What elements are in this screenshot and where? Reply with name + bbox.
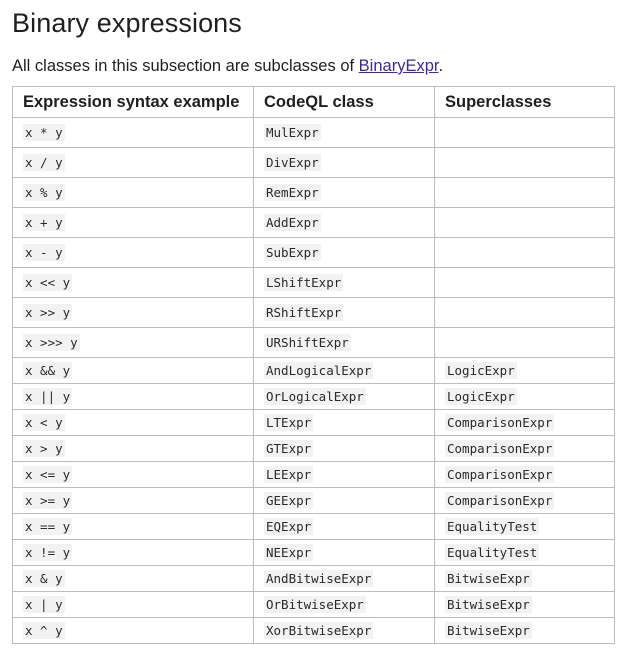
superclass-cell <box>435 238 615 268</box>
syntax-cell <box>13 618 254 644</box>
table-row <box>13 592 615 618</box>
class-code: GTExpr <box>266 441 312 456</box>
class-cell <box>254 268 435 298</box>
table-row <box>13 208 615 238</box>
class-cell <box>254 462 435 488</box>
class-code: URShiftExpr <box>266 335 349 350</box>
syntax-code: x >= y <box>25 493 71 508</box>
header-codeql-class: CodeQL class <box>254 87 435 118</box>
intro-paragraph <box>12 56 635 76</box>
class-cell <box>254 148 435 178</box>
syntax-cell <box>13 148 254 178</box>
class-code: SubExpr <box>266 245 319 260</box>
syntax-cell <box>13 566 254 592</box>
syntax-code: x - y <box>25 245 63 260</box>
class-cell <box>254 358 435 384</box>
class-code: NEExpr <box>266 545 312 560</box>
intro-prefix: All classes in this subsection are subclasses of <box>12 57 359 75</box>
binaryexpr-link[interactable]: BinaryExpr <box>358 57 439 75</box>
class-cell <box>254 178 435 208</box>
class-code: RShiftExpr <box>266 305 342 320</box>
superclass-code: LogicExpr <box>447 389 515 404</box>
superclass-code: BitwiseExpr <box>447 597 530 612</box>
table-row <box>13 488 615 514</box>
superclass-cell <box>435 328 615 358</box>
superclass-cell <box>435 268 615 298</box>
class-code: DivExpr <box>266 155 319 170</box>
superclass-cell <box>435 592 615 618</box>
superclass-code: BitwiseExpr <box>447 623 530 638</box>
syntax-cell <box>13 384 254 410</box>
syntax-code: x / y <box>25 155 63 170</box>
syntax-code: x << y <box>25 275 71 290</box>
class-code: MulExpr <box>266 125 319 140</box>
class-code: AndLogicalExpr <box>266 363 372 378</box>
syntax-code: x & y <box>25 571 63 586</box>
class-cell <box>254 514 435 540</box>
class-code: EQExpr <box>266 519 312 534</box>
superclass-cell <box>435 358 615 384</box>
superclass-cell <box>435 488 615 514</box>
header-superclasses: Superclasses <box>435 87 615 118</box>
syntax-cell <box>13 410 254 436</box>
syntax-cell <box>13 208 254 238</box>
class-cell <box>254 208 435 238</box>
class-cell <box>254 540 435 566</box>
syntax-code: x | y <box>25 597 63 612</box>
syntax-cell <box>13 178 254 208</box>
superclass-code: EqualityTest <box>447 519 538 534</box>
class-code: OrLogicalExpr <box>266 389 364 404</box>
table-row <box>13 268 615 298</box>
superclass-code: ComparisonExpr <box>447 493 553 508</box>
syntax-cell <box>13 238 254 268</box>
syntax-code: x ^ y <box>25 623 63 638</box>
superclass-code: ComparisonExpr <box>447 467 553 482</box>
class-code: AndBitwiseExpr <box>266 571 372 586</box>
table-row <box>13 118 615 148</box>
superclass-cell <box>435 618 615 644</box>
superclass-code: EqualityTest <box>447 545 538 560</box>
class-cell <box>254 298 435 328</box>
class-cell <box>254 618 435 644</box>
superclass-cell <box>435 148 615 178</box>
class-cell <box>254 328 435 358</box>
syntax-cell <box>13 540 254 566</box>
table-row <box>13 298 615 328</box>
table-row <box>13 178 615 208</box>
syntax-cell <box>13 118 254 148</box>
superclass-code: LogicExpr <box>447 363 515 378</box>
superclass-cell <box>435 118 615 148</box>
class-code: LEExpr <box>266 467 312 482</box>
superclass-cell <box>435 514 615 540</box>
syntax-cell <box>13 514 254 540</box>
table-header-row <box>13 87 615 118</box>
syntax-cell <box>13 298 254 328</box>
syntax-code: x < y <box>25 415 63 430</box>
class-cell <box>254 488 435 514</box>
syntax-cell <box>13 436 254 462</box>
syntax-cell <box>13 592 254 618</box>
class-code: XorBitwiseExpr <box>266 623 372 638</box>
superclass-cell <box>435 178 615 208</box>
table-row <box>13 540 615 566</box>
syntax-code: x == y <box>25 519 71 534</box>
table-body <box>13 118 615 644</box>
table-row <box>13 436 615 462</box>
superclass-cell <box>435 540 615 566</box>
class-code: GEExpr <box>266 493 312 508</box>
table-row <box>13 514 615 540</box>
table-row <box>13 328 615 358</box>
class-cell <box>254 384 435 410</box>
class-code: OrBitwiseExpr <box>266 597 364 612</box>
syntax-cell <box>13 268 254 298</box>
class-cell <box>254 592 435 618</box>
intro-suffix: . <box>438 57 444 75</box>
class-cell <box>254 238 435 268</box>
syntax-code: x * y <box>25 125 63 140</box>
superclass-cell <box>435 462 615 488</box>
superclass-cell <box>435 208 615 238</box>
table-row <box>13 238 615 268</box>
section-heading: Binary expressions <box>12 8 242 38</box>
class-code: RemExpr <box>266 185 319 200</box>
class-cell <box>254 118 435 148</box>
syntax-code: x >>> y <box>25 335 78 350</box>
table-row <box>13 618 615 644</box>
class-code: LShiftExpr <box>266 275 342 290</box>
class-code: LTExpr <box>266 415 312 430</box>
header-syntax: Expression syntax example <box>13 87 254 118</box>
superclass-code: ComparisonExpr <box>447 441 553 456</box>
superclass-code: BitwiseExpr <box>447 571 530 586</box>
syntax-cell <box>13 328 254 358</box>
table-row <box>13 384 615 410</box>
superclass-cell <box>435 410 615 436</box>
syntax-code: x != y <box>25 545 71 560</box>
table-row <box>13 566 615 592</box>
table-row <box>13 462 615 488</box>
superclass-cell <box>435 384 615 410</box>
superclass-cell <box>435 436 615 462</box>
table-row <box>13 148 615 178</box>
syntax-code: x || y <box>25 389 71 404</box>
syntax-code: x <= y <box>25 467 71 482</box>
class-code: AddExpr <box>266 215 319 230</box>
superclass-cell <box>435 566 615 592</box>
class-cell <box>254 436 435 462</box>
syntax-cell <box>13 358 254 384</box>
class-cell <box>254 410 435 436</box>
syntax-cell <box>13 462 254 488</box>
syntax-code: x && y <box>25 363 71 378</box>
superclass-code: ComparisonExpr <box>447 415 553 430</box>
superclass-cell <box>435 298 615 328</box>
syntax-code: x > y <box>25 441 63 456</box>
syntax-code: x >> y <box>25 305 71 320</box>
table-row <box>13 410 615 436</box>
syntax-code: x % y <box>25 185 63 200</box>
binary-expressions-table <box>12 86 615 644</box>
table-row <box>13 358 615 384</box>
class-cell <box>254 566 435 592</box>
syntax-cell <box>13 488 254 514</box>
syntax-code: x + y <box>25 215 63 230</box>
